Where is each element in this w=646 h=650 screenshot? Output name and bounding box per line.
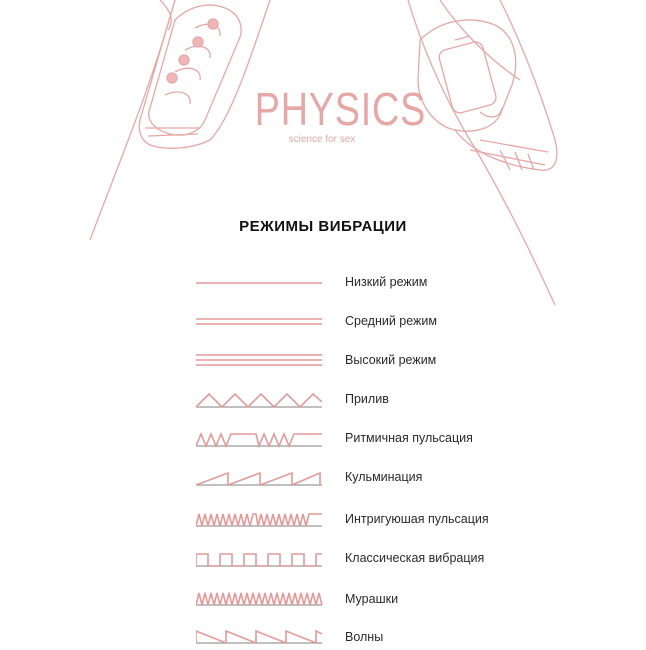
mode-row-surge [196, 388, 516, 412]
sawtooth-icon [196, 466, 326, 490]
dense-zigzag-icon [196, 588, 326, 612]
mode-label: Волны [345, 630, 384, 644]
intriguing-zigzag-icon [196, 508, 326, 532]
mode-label: Ритмичная пульсация [345, 431, 473, 445]
mode-row-intriguing-pulse [196, 508, 516, 532]
mode-label: Интригуюшая пульсация [345, 512, 489, 526]
mode-row-waves [196, 626, 516, 650]
mode-label: Средний режим [345, 314, 437, 328]
mode-row-climax [196, 466, 516, 490]
mode-label: Прилив [345, 392, 389, 406]
mode-label: Классическая вибрация [345, 551, 485, 565]
mode-label: Низкий режим [345, 275, 428, 289]
triple-line-icon [196, 349, 326, 373]
single-line-icon [196, 271, 326, 295]
mode-row-classic-vibration [196, 547, 516, 571]
brand-tagline: science for sex [288, 134, 356, 145]
brand-name: PHYSICS [254, 83, 427, 135]
mode-row-high [196, 349, 516, 373]
mode-label: Мурашки [345, 592, 399, 606]
rhythmic-zigzag-icon [196, 427, 326, 451]
mode-row-rhythmic-pulse [196, 427, 516, 451]
mode-label: Высокий режим [345, 353, 437, 367]
square-wave-icon [196, 547, 326, 571]
double-line-icon [196, 310, 326, 334]
page-title: РЕЖИМЫ ВИБРАЦИИ [239, 218, 407, 235]
mode-row-medium [196, 310, 516, 334]
mode-row-goosebumps [196, 588, 516, 612]
mode-row-low [196, 271, 516, 295]
wave-sawtooth-icon [196, 626, 326, 650]
triangles-icon [196, 388, 326, 412]
mode-label: Кульминация [345, 470, 423, 484]
